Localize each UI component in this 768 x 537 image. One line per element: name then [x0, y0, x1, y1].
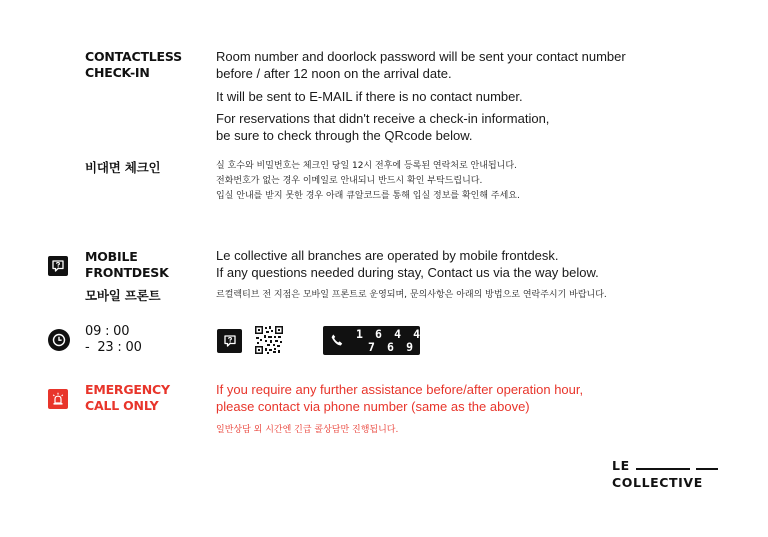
logo-rule — [696, 468, 718, 470]
emergency-korean-text: 일반상담 외 시간엔 긴급 콜상담만 진행됩니다. — [216, 425, 399, 435]
frontdesk-korean-text: 르컬렉티브 전 지점은 모바일 프론트로 운영되며, 문의사항은 아래의 방법으로 연락주시기 바랍니다. — [216, 290, 607, 300]
clock-icon — [48, 329, 70, 351]
operating-hours: 09 : 00 - 23 : 00 — [85, 324, 142, 355]
logo-text-line-2: COLLECTIVE — [612, 475, 703, 490]
checkin-label: CONTACTLESS CHECK-IN — [85, 49, 182, 80]
checkin-para-1: Room number and doorlock password will be sent your contact number before / after 12 noon on the arrival date. — [216, 49, 626, 81]
checkin-para-2: It will be sent to E-MAIL if there is no contact number. — [216, 89, 523, 104]
phone-icon — [330, 333, 344, 352]
frontdesk-label: MOBILE FRONTDESK — [85, 249, 169, 280]
chat-question-icon — [48, 256, 68, 276]
checkin-label-korean: 비대면 체크인 — [85, 160, 161, 175]
qr-code-icon[interactable] — [255, 326, 283, 354]
checkin-korean-text: 실 호수와 비밀번호는 체크인 당일 12시 전후에 등록된 연락처로 안내됩니다. 전화번호가 없는 경우 이메일로 안내되니 반드시 확인 부탁드립니다. 입실 안내를 받지 못한 경우 아래 큐알코드를 통해 입실 정보를 확인해 주세요. — [216, 161, 520, 201]
logo-text-line-1: LE — [612, 458, 630, 473]
phone-number-line-1: 1 6 4 4 - — [356, 327, 442, 341]
frontdesk-label-korean: 모바일 프론트 — [85, 288, 161, 303]
emergency-text: If you require any further assistance before/after operation hour, please contact via phone number (same as the above) — [216, 382, 584, 414]
checkin-para-3: For reservations that didn't receive a check-in information, be sure to check through the QRcode below. — [216, 111, 550, 143]
frontdesk-text: Le collective all branches are operated by mobile frontdesk. If any questions needed during stay, Contact us via the way below. — [216, 248, 599, 280]
chat-question-icon[interactable] — [217, 329, 242, 353]
logo-rule — [636, 468, 690, 470]
phone-number-line-2: 7 6 9 4 — [368, 340, 435, 354]
le-collective-logo — [612, 458, 722, 492]
emergency-label: EMERGENCY CALL ONLY — [85, 382, 170, 413]
phone-number-badge[interactable] — [323, 326, 442, 355]
siren-icon — [48, 389, 68, 409]
